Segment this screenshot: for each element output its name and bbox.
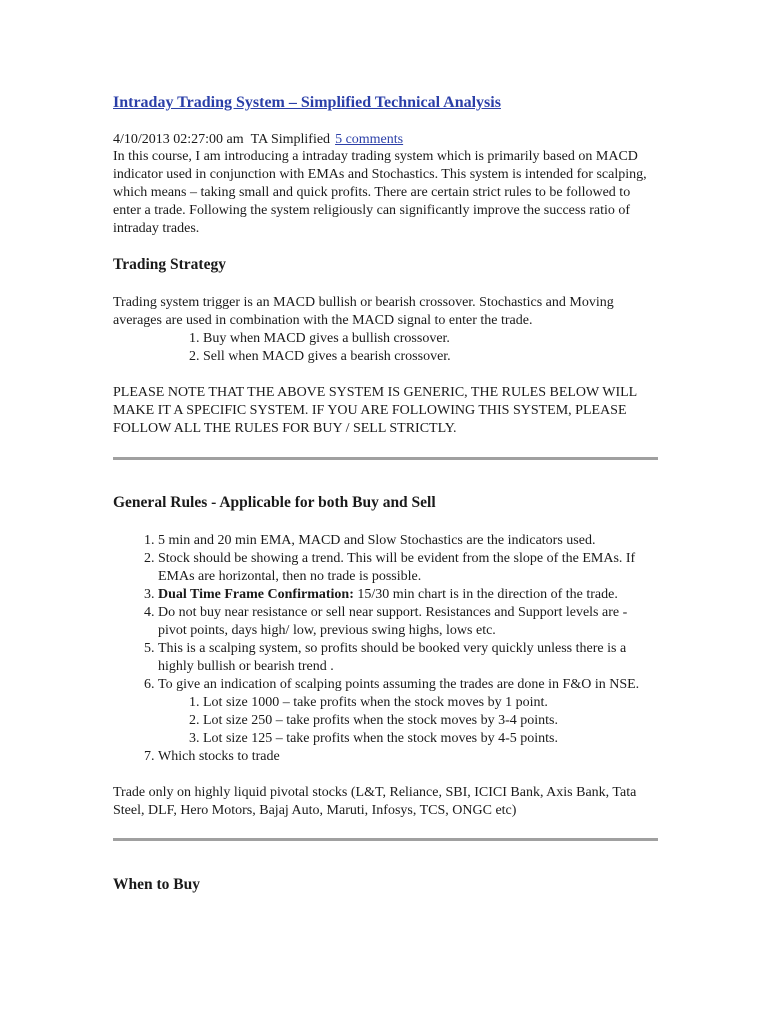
post-author: TA Simplified xyxy=(250,132,331,147)
section-divider xyxy=(113,838,658,841)
list-item: 2. Stock should be showing a trend. This will be evident from the slope of the EMAs. If EMAs are horizontal, then no trade is possible. xyxy=(158,550,658,586)
list-item: 2. Sell when MACD gives a bearish crossover. xyxy=(203,348,658,366)
list-item: 5. This is a scalping system, so profits should be booked very quickly unless there is a highly bullish or bearish trend . xyxy=(158,640,658,676)
list-item: 3. Lot size 125 – take profits when the stock moves by 4-5 points. xyxy=(203,730,658,748)
strategy-paragraph: Trading system trigger is an MACD bullish or bearish crossover. Stochastics and Moving averages are used in combination with the MACD signal to enter the trade. xyxy=(113,295,614,328)
rule-lead-text: Dual Time Frame Confirmation: xyxy=(158,587,354,602)
general-rules-list xyxy=(113,532,658,766)
section-divider xyxy=(113,457,658,460)
list-item xyxy=(158,676,658,748)
comments-link[interactable]: 5 comments xyxy=(335,132,404,147)
intro-paragraph: In this course, I am introducing a intraday trading system which is primarily based on MACD indicator used in conjunction with EMAs and Stochastics. This system is intended for scalping, which means – taking small and quick profits. There are certain strict rules to be followed to enter a trade. Following the system religiously can significantly improve the success ratio of intraday trades. xyxy=(113,149,647,236)
list-item: 1. Buy when MACD gives a bullish crossover. xyxy=(203,330,658,348)
document-page xyxy=(113,92,658,896)
article-title xyxy=(113,92,658,114)
stocks-paragraph: Trade only on highly liquid pivotal stocks (L&T, Reliance, SBI, ICICI Bank, Axis Bank, Tata Steel, DLF, Hero Motors, Bajaj Auto, Maruti, Infosys, TCS, ONGC etc) xyxy=(113,785,637,818)
strategy-list xyxy=(181,330,658,366)
when-to-buy-heading: When to Buy xyxy=(113,876,200,893)
rule-text: 15/30 min chart is in the direction of the trade. xyxy=(357,587,618,602)
list-item xyxy=(158,586,658,604)
list-item: 7. Which stocks to trade xyxy=(158,748,658,766)
list-item: 1. 5 min and 20 min EMA, MACD and Slow Stochastics are the indicators used. xyxy=(158,532,658,550)
list-item: 2. Lot size 250 – take profits when the stock moves by 3-4 points. xyxy=(203,712,658,730)
lot-size-list xyxy=(158,694,658,748)
list-item: 4. Do not buy near resistance or sell near support. Resistances and Support levels are - pivot points, days high/ low, previous swing highs, lows etc. xyxy=(158,604,658,640)
notice-paragraph: PLEASE NOTE THAT THE ABOVE SYSTEM IS GENERIC, THE RULES BELOW WILL MAKE IT A SPECIFIC SYSTEM. IF YOU ARE FOLLOWING THIS SYSTEM, PLEASE FOLLOW ALL THE RULES FOR BUY / SELL STRICTLY. xyxy=(113,385,637,436)
list-item: 1. Lot size 1000 – take profits when the stock moves by 1 point. xyxy=(203,694,658,712)
trading-strategy-heading: Trading Strategy xyxy=(113,256,226,273)
post-date: 4/10/2013 02:27:00 am xyxy=(113,132,244,147)
article-title-link[interactable]: Intraday Trading System – Simplified Technical Analysis xyxy=(113,94,501,111)
rule-text: To give an indication of scalping points assuming the trades are done in F&O in NSE. xyxy=(158,677,640,692)
general-rules-heading: General Rules - Applicable for both Buy and Sell xyxy=(113,494,436,511)
post-meta xyxy=(113,131,658,148)
